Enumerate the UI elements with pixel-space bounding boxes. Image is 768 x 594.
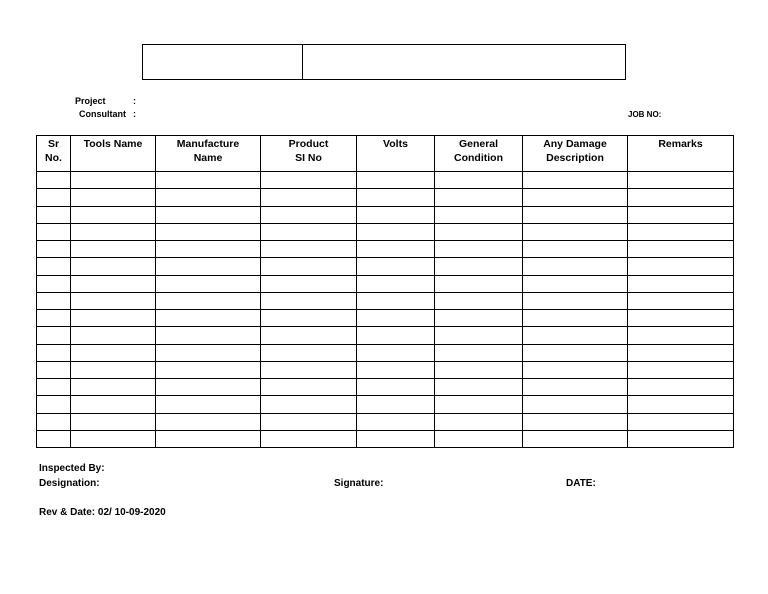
table-row [37,396,734,413]
table-cell[interactable] [628,172,734,189]
table-cell[interactable] [71,396,156,413]
table-cell[interactable] [523,258,628,275]
table-cell[interactable] [261,310,357,327]
table-cell[interactable] [156,361,261,378]
table-cell[interactable] [37,241,71,258]
table-cell[interactable] [156,396,261,413]
table-cell[interactable] [523,189,628,206]
table-cell[interactable] [523,241,628,258]
table-cell[interactable] [523,172,628,189]
table-cell[interactable] [71,310,156,327]
table-cell[interactable] [71,292,156,309]
signature-label: Signature: [334,478,384,489]
table-cell[interactable] [628,396,734,413]
table-cell[interactable] [156,172,261,189]
table-row [37,172,734,189]
table-cell[interactable] [37,327,71,344]
table-cell[interactable] [357,241,435,258]
table-cell[interactable] [357,344,435,361]
table-cell[interactable] [628,379,734,396]
table-cell[interactable] [628,275,734,292]
table-cell[interactable] [435,223,523,240]
table-cell[interactable] [523,292,628,309]
table-row [37,430,734,447]
table-cell[interactable] [71,361,156,378]
table-row [37,292,734,309]
table-cell[interactable] [435,258,523,275]
table-cell[interactable] [628,189,734,206]
project-colon: : [133,96,136,106]
table-cell[interactable] [71,379,156,396]
table-cell[interactable] [523,361,628,378]
table-row [37,275,734,292]
consultant-colon: : [133,109,136,119]
table-cell[interactable] [523,413,628,430]
table-cell[interactable] [37,275,71,292]
table-cell[interactable] [37,361,71,378]
table-cell[interactable] [71,413,156,430]
table-cell[interactable] [261,430,357,447]
table-cell[interactable] [37,430,71,447]
table-cell[interactable] [357,413,435,430]
tools-inspection-table [36,135,734,448]
table-row [37,223,734,240]
table-cell[interactable] [261,241,357,258]
table-cell[interactable] [261,344,357,361]
table-cell[interactable] [261,413,357,430]
table-cell[interactable] [628,327,734,344]
table-cell[interactable] [71,172,156,189]
table-header-row [37,136,734,172]
title-block-left-cell [143,45,303,79]
table-cell[interactable] [628,241,734,258]
table-cell[interactable] [71,206,156,223]
table-body [37,172,734,448]
revision-date: Rev & Date: 02/ 10-09-2020 [39,507,166,518]
project-label: Project [75,96,106,106]
col-tools-name: Tools Name [71,136,156,172]
col-sr-no: Sr No. [37,136,71,172]
title-block [142,44,626,80]
date-label: DATE: [566,478,596,489]
table-cell[interactable] [357,223,435,240]
col-manufacture-name: Manufacture Name [156,136,261,172]
designation-label: Designation: [39,478,100,489]
table-cell[interactable] [156,344,261,361]
table-cell[interactable] [357,206,435,223]
table-cell[interactable] [71,189,156,206]
table-cell[interactable] [261,275,357,292]
col-remarks: Remarks [628,136,734,172]
table-cell[interactable] [435,189,523,206]
table-cell[interactable] [435,430,523,447]
table-cell[interactable] [435,206,523,223]
col-product-si-no: Product SI No [261,136,357,172]
table-cell[interactable] [357,189,435,206]
table-cell[interactable] [37,292,71,309]
table-cell[interactable] [156,223,261,240]
table-cell[interactable] [628,310,734,327]
table-cell[interactable] [261,172,357,189]
table-cell[interactable] [523,430,628,447]
table-cell[interactable] [628,344,734,361]
table-cell[interactable] [71,344,156,361]
table-row [37,379,734,396]
table-cell[interactable] [71,275,156,292]
table-cell[interactable] [628,413,734,430]
table-cell[interactable] [37,413,71,430]
table-cell[interactable] [357,275,435,292]
table-cell[interactable] [37,396,71,413]
col-general-condition: General Condition [435,136,523,172]
table-cell[interactable] [156,258,261,275]
table-cell[interactable] [523,327,628,344]
table-cell[interactable] [357,258,435,275]
table-cell[interactable] [156,275,261,292]
table-cell[interactable] [435,275,523,292]
table-cell[interactable] [37,379,71,396]
table-cell[interactable] [156,189,261,206]
table-cell[interactable] [156,292,261,309]
table-row [37,206,734,223]
table-cell[interactable] [156,206,261,223]
table-cell[interactable] [435,396,523,413]
table-row [37,189,734,206]
table-cell[interactable] [357,292,435,309]
table-cell[interactable] [435,344,523,361]
table-cell[interactable] [357,310,435,327]
table-cell[interactable] [261,206,357,223]
table-cell[interactable] [37,258,71,275]
table-cell[interactable] [628,292,734,309]
table-cell[interactable] [523,344,628,361]
table-cell[interactable] [357,172,435,189]
table-cell[interactable] [261,258,357,275]
table-cell[interactable] [156,310,261,327]
table-cell[interactable] [628,430,734,447]
table-row [37,413,734,430]
table-cell[interactable] [261,396,357,413]
table-cell[interactable] [523,310,628,327]
table-cell[interactable] [37,206,71,223]
table-cell[interactable] [523,206,628,223]
table-row [37,258,734,275]
table-cell[interactable] [357,396,435,413]
table-cell[interactable] [71,223,156,240]
table-cell[interactable] [435,310,523,327]
table-cell[interactable] [435,172,523,189]
table-cell[interactable] [71,430,156,447]
table-cell[interactable] [261,223,357,240]
table-cell[interactable] [628,361,734,378]
table-cell[interactable] [261,361,357,378]
consultant-label: Consultant [79,109,126,119]
table-cell[interactable] [357,327,435,344]
table-cell[interactable] [523,396,628,413]
table-cell[interactable] [261,379,357,396]
table-cell[interactable] [37,172,71,189]
table-cell[interactable] [71,327,156,344]
table-cell[interactable] [156,430,261,447]
table-cell[interactable] [523,223,628,240]
table-cell[interactable] [435,241,523,258]
table-cell[interactable] [156,241,261,258]
title-block-right-cell [303,45,625,79]
table-row [37,327,734,344]
table-cell[interactable] [435,292,523,309]
table-cell[interactable] [628,223,734,240]
table-row [37,310,734,327]
table-cell[interactable] [156,413,261,430]
col-volts: Volts [357,136,435,172]
table-row [37,344,734,361]
table-cell[interactable] [156,379,261,396]
table-cell[interactable] [261,292,357,309]
table-cell[interactable] [357,379,435,396]
table-cell[interactable] [37,344,71,361]
table-cell[interactable] [71,258,156,275]
table-cell[interactable] [37,223,71,240]
table-cell[interactable] [156,327,261,344]
table-row [37,361,734,378]
table-cell[interactable] [435,379,523,396]
table-cell[interactable] [435,361,523,378]
job-no-label: JOB NO: [628,110,662,119]
table-cell[interactable] [357,430,435,447]
table-cell[interactable] [261,327,357,344]
table-cell[interactable] [435,413,523,430]
inspected-by-label: Inspected By: [39,463,105,474]
table-cell[interactable] [628,206,734,223]
col-damage-description: Any Damage Description [523,136,628,172]
table-cell[interactable] [357,361,435,378]
table-cell[interactable] [37,310,71,327]
table-cell[interactable] [523,379,628,396]
table-cell[interactable] [37,189,71,206]
table-cell[interactable] [435,327,523,344]
table-cell[interactable] [523,275,628,292]
table-cell[interactable] [628,258,734,275]
table-cell[interactable] [261,189,357,206]
table-cell[interactable] [71,241,156,258]
table-row [37,241,734,258]
